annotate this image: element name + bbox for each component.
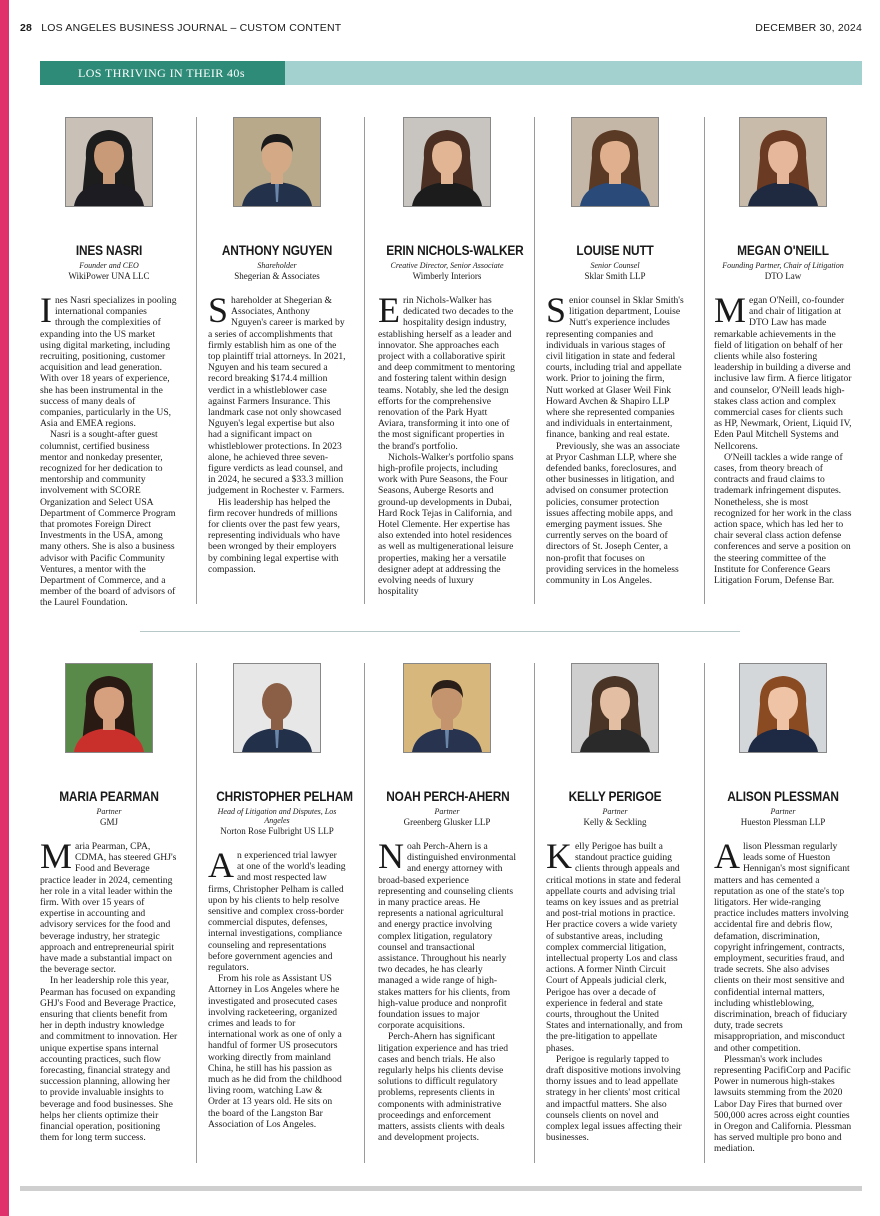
profile-company: Wimberly Interiors: [412, 271, 482, 281]
profile-title: Partner: [434, 807, 460, 816]
section-title: LOS THRIVING IN THEIR 40s: [40, 61, 285, 85]
profile-company: Shegerian & Associates: [234, 271, 320, 281]
portrait-photo: [739, 663, 827, 753]
portrait-photo: [739, 117, 827, 207]
body-paragraph: Perch-Ahern has significant litigation experience and has tried cases and bench trials. He also regularly helps his clients devise solutions to difficult regulatory problems, represents clients in components with administrative proceedings and enforcement matters, assists clients with deals and development projects.: [378, 1031, 508, 1144]
drop-cap: N: [378, 836, 404, 876]
profile-body: [208, 290, 346, 575]
profile-title: Shareholder: [257, 261, 297, 270]
body-paragraph: Nichols-Walker's portfolio spans high-profile projects, including work with Pure Seasons, the Four Seasons, Auberge Resorts and ground-up developments in Dubai, Hard Rock Tejas in California, and Hotel Clemente. Her expertise has also extended into hotel residences as well as multigenerational leisure properties, making her a versatile designer adept at addressing the evolving needs of luxury hospitality: [378, 451, 514, 598]
paragraph-text: aria Pearman, CPA, CDMA, has steered GHJ's Food and Beverage practice leader in 2024, cementing her role in a vital leader within the firm. With over 15 years of expertise in accounting and advisory services for the food and beverage industry, her strategic approach and entrepreneurial spirit have made a substantial impact on the beverage sector.: [40, 841, 177, 976]
profile-title: Partner: [96, 807, 122, 816]
portrait-photo: [65, 117, 153, 207]
drop-cap: A: [714, 836, 740, 876]
profile-name: MEGAN O'NEILL: [737, 243, 829, 258]
profile-company: Norton Rose Fulbright US LLP: [220, 826, 334, 836]
body-paragraph: [378, 290, 516, 452]
paragraph-text: enior counsel in Sklar Smith's litigation department, Louise Nutt's experience includes representing companies and individuals in various stages of civil litigation in state and federal courts, including trial and appellate work. Prior to joining the firm, Nutt worked at Glaser Weil Fink Howard Avchen & Shapiro LLP where she represented companies and individuals in entertainment, finance, banking and real estate.: [546, 295, 684, 441]
profile-name: KELLY PERIGOE: [568, 789, 662, 804]
profile-body: [546, 290, 684, 587]
column-divider: [364, 117, 365, 604]
profile-card: [208, 117, 346, 575]
profile-title: Senior Counsel: [590, 261, 640, 270]
profile-name: ANTHONY NGUYEN: [221, 243, 333, 258]
profile-name: INES NASRI: [75, 243, 143, 258]
body-paragraph: Previously, she was an associate at Pryor Cashman LLP, where she defended banks, foreclosures, and other businesses in litigation, and advised on consumer protection policies, consumer protection issues affecting mobile apps, and emerging payment issues. She currently serves on the board of directors of St. Joseph Center, a non-profit that focuses on providing services in the homeless community in Los Angeles.: [546, 440, 680, 587]
column-divider: [196, 117, 197, 604]
drop-cap: M: [714, 290, 747, 330]
page-number: 28: [20, 22, 33, 34]
body-paragraph: Perigoe is regularly tapped to draft dispositive motions involving thorny issues and to lead appellate strategy in her clients' most critical and impactful matters. She also counsels clients on novel and complex legal issues affecting their businesses.: [546, 1053, 682, 1144]
portrait-photo: [233, 117, 321, 207]
body-paragraph: [378, 836, 516, 1032]
section-banner: [40, 61, 862, 85]
profile-card: [546, 117, 684, 586]
body-paragraph: In her leadership role this year, Pearman has focused on expanding GHJ's Food and Beverage Practice, ensuring that clients benefit from her in depth industry knowledge and commitment to innovation. Her unique expertise spans internal accounting practices, such flow forecasting, financial strategy and succession planning, allowing her to provide invaluable insights to beverage and food businesses. She helps her clients optimize their financial operation, positioning them for long term success.: [40, 975, 178, 1144]
profile-body: [378, 290, 516, 598]
column-divider: [704, 117, 705, 604]
paragraph-text: elly Perigoe has built a standout practice guiding clients through appeals and critical motions in state and federal appellate courts and advising trial teams on key issues and as pretrial and post-trial motions in practice. Her practice covers a wide variety of substantive areas, including complex commercial litigation, intellectual property Los and class actions. A former Ninth Circuit Court of Appeals judicial clerk, Perigoe has over a decade of experience in federal and state courts, throughout the United States and internationally, and from the pre-litigation to appellate phases.: [546, 841, 683, 1054]
body-paragraph: [208, 845, 346, 974]
portrait-photo: [233, 663, 321, 753]
profile-body: [714, 836, 852, 1155]
paragraph-text: rin Nichols-Walker has dedicated two decades to the hospitality design industry, establishing herself as a leader and innovator. She approaches each project with a collaborative spirit and deep commitment to mentoring and fostering talent within design teams. Notably, she led the design efforts for the comprehensive renovation of the Park Hyatt Aviara, transforming it into one of the most significant properties in the brand's portfolio.: [378, 295, 515, 452]
body-paragraph: [714, 836, 852, 1054]
profile-card: [378, 117, 524, 598]
profile-name: ALISON PLESSMAN: [727, 789, 839, 804]
column-divider: [704, 663, 705, 1163]
row-divider: [140, 631, 740, 632]
profile-name: NOAH PERCH-AHERN: [386, 789, 510, 804]
column-divider: [196, 663, 197, 1163]
paragraph-text: n experienced trial lawyer at one of the world's leading and most respected law firms, Christopher Pelham is called upon by his clients to help resolve sensitive and complex cross-border commercial disputes, defenses, internal investigations, compliance counseling and representations before government agencies and regulators.: [208, 850, 346, 974]
profile-company: DTO Law: [764, 271, 802, 281]
profile-name: CHRISTOPHER PELHAM: [216, 789, 353, 804]
paragraph-text: lison Plessman regularly leads some of Hueston Hennigan's most significant matters and has cemented a reputation as one of the state's top litigators. Her wide-ranging practice includes matters involving accidental fire and debris flow, defamation, discrimination, copyright infringement, contracts, employment, securities fraud, and trade secrets. She also advises clients on their most sensitive and confidential internal matters, including whistleblowing, discrimination, breach of fiduciary duty, trade secrets misappropriation, and misconduct and other competition.: [714, 841, 850, 1054]
body-paragraph: O'Neill tackles a wide range of cases, from theory breach of contracts and fraud claims to trademark infringement disputes. Nonetheless, she is most recognized for her work in the class action space, which has led her to chair several class action defense conferences and serve a position on the steering committee of the Institute for Conference Gears Litigation Forum, Defense Bar.: [714, 451, 852, 587]
paragraph-text: hareholder at Shegerian & Associates, Anthony Nguyen's career is marked by a series of accomplishments that firmly establish him as one of the top plaintiff trial attorneys. In 2021, Nguyen and his team secured a record breaking $174.4 million verdict in a whistleblower case against Farmers Insurance. This landmark case not only showcased Nguyen's legal expertise but also had a significant impact on whistleblower protections. In 2023 alone, he achieved three seven-figure verdicts as lead counsel, and in 2024, he secured a $33.3 million judgement in Rochester v. Farmers.: [208, 295, 346, 497]
profile-company: Greenberg Glusker LLP: [403, 817, 491, 827]
body-paragraph: [40, 836, 178, 976]
profile-card: [40, 117, 178, 609]
portrait-photo: [403, 117, 491, 207]
portrait-photo: [65, 663, 153, 753]
drop-cap: M: [40, 836, 73, 876]
body-paragraph: [546, 290, 684, 441]
paragraph-text: egan O'Neill, co-founder and chair of litigation at DTO Law has made remarkable achievements in the field of litigation on behalf of her clients while also fostering leadership in building a diverse and inclusive law firm. A fierce litigator and counselor, O'Neill leads high-stakes class action and complex commercial cases for clients such as HP, Newmark, Orient, Liquid IV, Eden Paul Mitchell Systems and Nellcorens.: [714, 295, 852, 452]
profile-card: [378, 663, 516, 1143]
profile-company: WikiPower UNA LLC: [68, 271, 150, 281]
portrait-photo: [571, 117, 659, 207]
profile-company: Kelly & Seckling: [583, 817, 647, 827]
profile-title: Partner: [770, 807, 796, 816]
profile-body: [40, 290, 178, 609]
drop-cap: S: [546, 290, 567, 330]
body-paragraph: [714, 290, 852, 452]
drop-cap: A: [208, 845, 234, 885]
profile-card: [714, 663, 852, 1155]
body-paragraph: Plessman's work includes representing PacifiCorp and Pacific Power in numerous high-stakes lawsuits stemming from the 2020 Labor Day Fires that burned over 500,000 acres across eight counties in Oregon and California. Plessman has served multiple pro bono and mediation.: [714, 1053, 852, 1155]
publication-name: LOS ANGELES BUSINESS JOURNAL – CUSTOM CONTENT: [41, 22, 342, 34]
body-paragraph: His leadership has helped the firm recover hundreds of millions for clients over the past few years, representing individuals who have been wronged by their employers by combining legal expertise with compassion.: [208, 496, 340, 575]
profile-company: Sklar Smith LLP: [584, 271, 646, 281]
issue-date: DECEMBER 30, 2024: [755, 22, 862, 34]
profile-name: LOUISE NUTT: [576, 243, 654, 258]
profile-name: MARIA PEARMAN: [59, 789, 159, 804]
profile-card: [714, 117, 852, 586]
page-header: [20, 22, 862, 38]
profile-body: [208, 845, 346, 1130]
body-paragraph: Nasri is a sought-after guest columnist, certified business mentor and nonkeday presenter, recognized for her dedication to mentorship and community involvement with SCORE Organization and Select USA Department of Commerce Program that promotes Foreign Direct Investments in the USA, among many others. She is also a business advisor with Pacific Community Ventures, a mentor with the Department of Commerce, and a member of the board of advisors of the Laurel Foundation.: [40, 429, 176, 609]
paragraph-text: nes Nasri specializes in pooling international companies through the complexities of expanding into the US market using digital marketing, including recruiting, positioning, customer acquisition and lead generation. With over 18 years of experience, she has been instrumental in the success of many deals of companies, particularly in the US, Asia and EMEA regions.: [40, 295, 177, 430]
body-paragraph: [208, 290, 346, 497]
column-divider: [534, 663, 535, 1163]
portrait-photo: [403, 663, 491, 753]
column-divider: [534, 117, 535, 604]
profile-title: Founding Partner, Chair of Litigation: [722, 261, 844, 270]
profile-title: Partner: [602, 807, 628, 816]
profile-body: [40, 836, 178, 1144]
profile-body: [714, 290, 852, 587]
drop-cap: I: [40, 290, 52, 330]
profile-body: [378, 836, 516, 1144]
profile-title: Creative Director, Senior Associate: [390, 261, 504, 270]
profile-company: GMJ: [99, 817, 118, 827]
footer-bar: [20, 1186, 862, 1191]
drop-cap: S: [208, 290, 229, 330]
portrait-photo: [571, 663, 659, 753]
drop-cap: E: [378, 290, 400, 330]
body-paragraph: From his role as Assistant US Attorney in Los Angeles where he investigated and prosecuted cases involving racketeering, organized crimes and leads to for international work as one of only a handful of former US prosecutors working directly from mainland China, he still has his passion as much as he did from the childhood living room, watching Law & Order at 13 years old. He sits on the board of the Langston Bar Association of Los Angeles.: [208, 973, 342, 1130]
profile-name: ERIN NICHOLS-WALKER: [386, 243, 524, 258]
profile-card: [40, 663, 178, 1143]
left-accent-bar: [0, 0, 9, 1216]
profile-card: [208, 663, 353, 1130]
column-divider: [364, 663, 365, 1163]
drop-cap: K: [546, 836, 572, 876]
body-paragraph: [40, 290, 178, 430]
profile-title: Founder and CEO: [79, 261, 139, 270]
profile-card: [546, 663, 684, 1143]
profile-title: Head of Litigation and Disputes, Los Angeles: [217, 807, 337, 825]
profile-body: [546, 836, 684, 1144]
profile-company: Hueston Plessman LLP: [740, 817, 826, 827]
body-paragraph: [546, 836, 684, 1054]
paragraph-text: oah Perch-Ahern is a distinguished environmental and energy attorney with broad-based experience representing and counseling clients in many practice areas. He represents a national agricultural and energy practice involving complex litigation, regulatory counsel and transactional assistance. Throughout his nearly two decades, he has clearly managed a wide range of high-stakes matters for his clients, from high-value produce and nonprofit foundation issues to major corporate acquisitions.: [378, 841, 516, 1032]
